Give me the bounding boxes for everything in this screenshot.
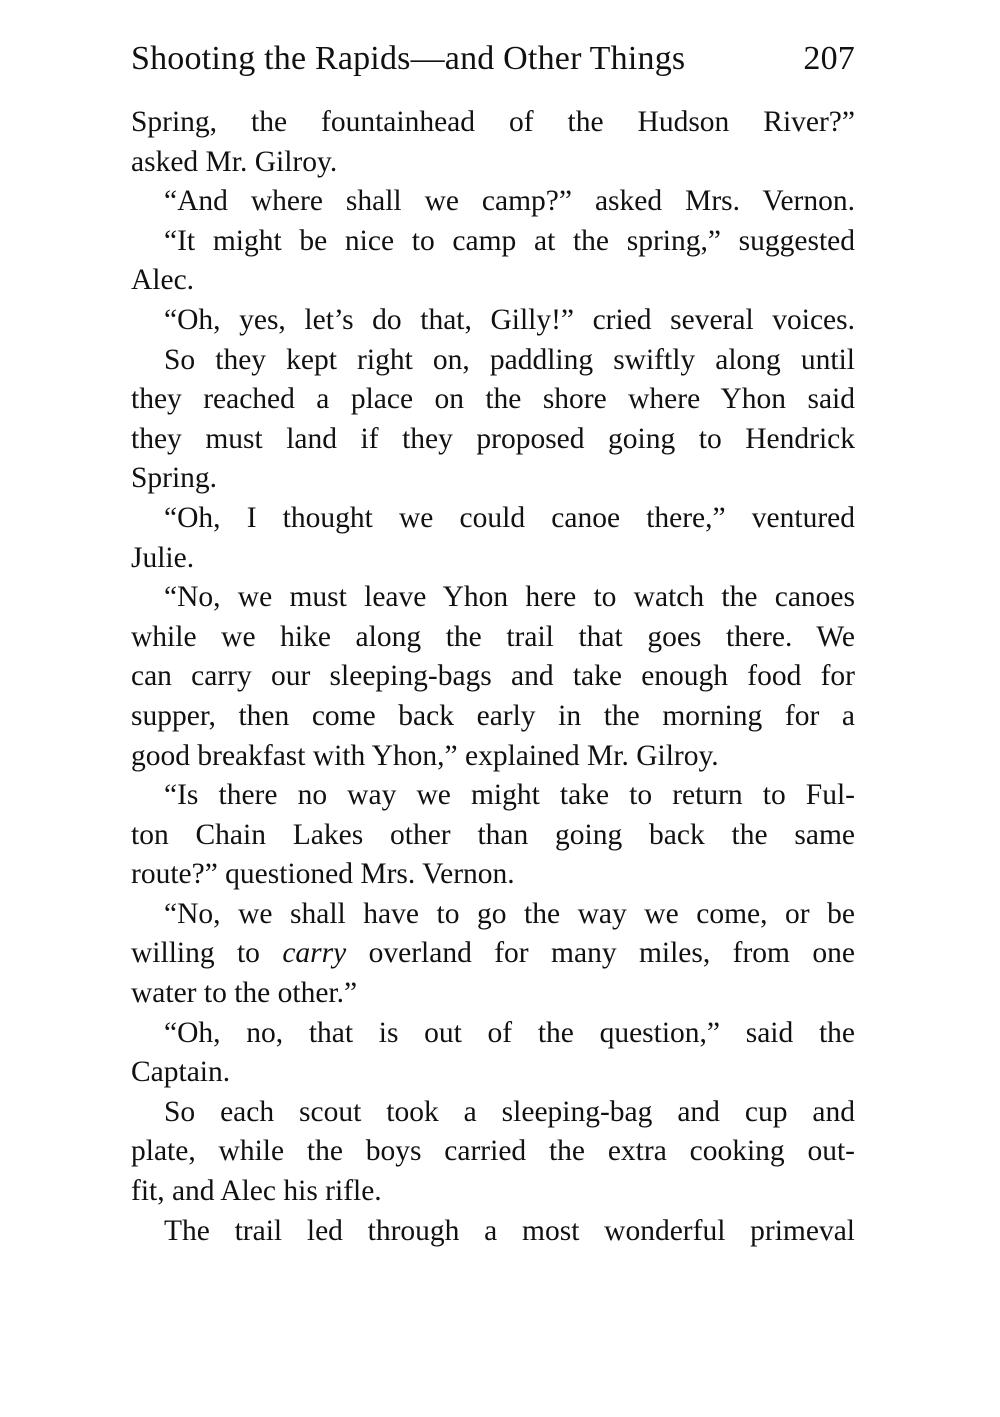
text-line: Alec. (131, 264, 195, 297)
text-line: they reached a place on the shore where Yhon said (131, 383, 855, 416)
text-line: water to the other.” (131, 977, 358, 1010)
text-line (131, 934, 855, 974)
running-head (131, 34, 855, 84)
text-line: supper, then come back early in the morning for a (131, 699, 855, 732)
text-line: So each scout took a sleeping-bag and cup and (164, 1095, 855, 1128)
text-line: “Is there no way we might take to return to Ful- (164, 779, 855, 812)
text-line: The trail led through a most wonderful primeval (164, 1214, 855, 1247)
text-line: fit, and Alec his rifle. (131, 1175, 382, 1208)
emphasis-text: carry (282, 937, 347, 970)
text-line: “Oh, yes, let’s do that, Gilly!” cried several voices. (164, 303, 855, 336)
text-line: “Oh, no, that is out of the question,” said the (164, 1016, 855, 1049)
page-number: 207 (803, 40, 855, 77)
text-line: Captain. (131, 1056, 231, 1089)
text-segment: overland for many miles, from one (346, 937, 855, 970)
text-line: Spring. (131, 462, 218, 495)
text-line: plate, while the boys carried the extra cooking out- (131, 1135, 855, 1168)
text-line: while we hike along the trail that goes there. We (131, 620, 855, 653)
body-text (131, 103, 855, 1251)
text-line: route?” questioned Mrs. Vernon. (131, 858, 515, 891)
text-line: can carry our sleeping-bags and take enough food for (131, 660, 855, 693)
text-line: asked Mr. Gilroy. (131, 145, 338, 178)
text-line: Spring, the fountainhead of the Hudson River?” (131, 106, 855, 138)
text-line: good breakfast with Yhon,” explained Mr. Gilroy. (131, 739, 719, 772)
text-line: “It might be nice to camp at the spring,” suggested (164, 224, 855, 257)
text-line: “And where shall we camp?” asked Mrs. Vernon. (164, 185, 855, 218)
chapter-title: Shooting the Rapids—and Other Things (131, 40, 686, 77)
text-line: ton Chain Lakes other than going back the same (131, 818, 855, 851)
text-line: Julie. (131, 541, 195, 574)
text-line: “Oh, I thought we could canoe there,” ventured (164, 501, 855, 534)
text-line: “No, we must leave Yhon here to watch the canoes (164, 581, 855, 614)
text-line: they must land if they proposed going to Hendrick (131, 422, 855, 455)
text-segment: willing to (131, 937, 283, 970)
text-line: “No, we shall have to go the way we come, or be (164, 897, 855, 930)
text-line: So they kept right on, paddling swiftly along until (164, 343, 855, 376)
